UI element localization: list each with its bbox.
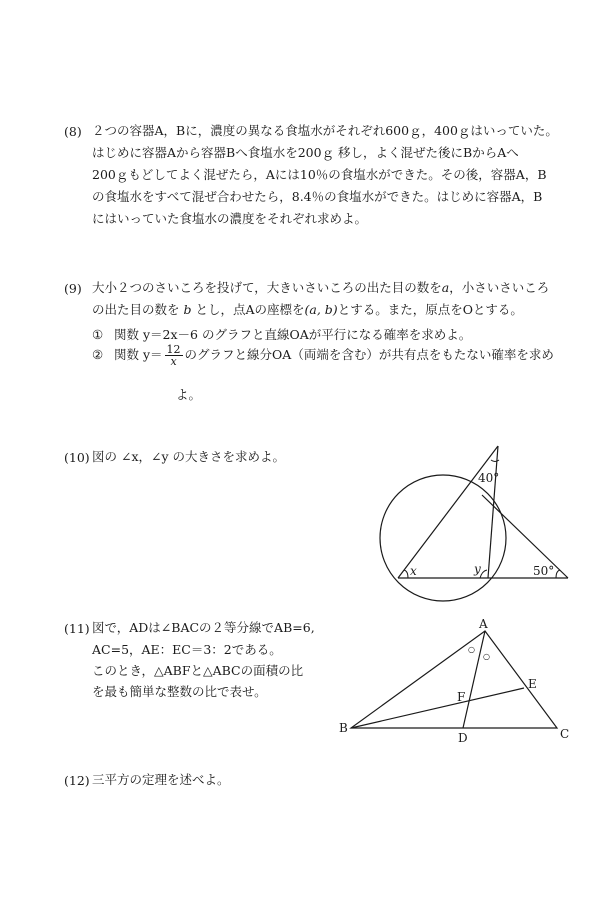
subquestion-text: 関数 y＝ xyxy=(114,347,163,362)
label-d: D xyxy=(458,731,468,745)
angle-arc-top xyxy=(491,460,499,462)
subquestion-text: 関数 y＝2x－6 のグラフと直線OAが平行になる確率を求めよ。 xyxy=(114,327,472,342)
variable-b: b xyxy=(183,302,192,317)
angle-label-right: 50° xyxy=(533,564,555,578)
subquestion-1 xyxy=(92,325,471,343)
figure-circle-triangle xyxy=(370,440,580,605)
label-c: C xyxy=(560,727,570,741)
triangle-abc xyxy=(351,631,557,728)
problem-text-line: はじめに容器Aから容器Bへ食塩水を200ｇ 移し，よく混ぜた後にBからAへ xyxy=(92,145,519,160)
coordinate: (a, b) xyxy=(304,302,338,317)
angle-arc-x xyxy=(404,570,408,578)
fraction-denominator: x xyxy=(170,355,177,368)
figure-line-through-y xyxy=(488,446,498,578)
problem-text-line: 三平方の定理を述べよ。 xyxy=(92,772,230,787)
problem-number: (11) xyxy=(64,621,90,636)
figure-line-right-side xyxy=(482,495,568,578)
subquestion-marker: ② xyxy=(92,347,104,362)
problem-text-line: 図の ∠x，∠y の大きさを求めよ。 xyxy=(92,449,286,464)
subquestion-2-continued: よ。 xyxy=(176,387,202,402)
problem-8 xyxy=(64,124,584,234)
problem-9 xyxy=(64,281,584,401)
angle-label-x: x xyxy=(410,564,417,578)
text: ，小さいさいころ xyxy=(449,280,550,295)
figure-circle xyxy=(380,475,506,601)
label-f: F xyxy=(457,690,466,704)
problem-text-line: を最も簡単な整数の比で表せ。 xyxy=(92,684,267,699)
text: とする。また，原点をOとする。 xyxy=(337,302,523,317)
fraction xyxy=(165,344,183,367)
problem-text-line: ２つの容器A，Bに，濃度の異なる食塩水がそれぞれ600ｇ，400ｇはいっていた。 xyxy=(92,123,558,138)
problem-number: (10) xyxy=(64,450,90,465)
variable-a: a xyxy=(441,280,450,295)
problem-number: (9) xyxy=(64,281,82,296)
problem-text-line: にはいっていた食塩水の濃度をそれぞれ求めよ。 xyxy=(92,211,368,226)
fraction-numerator: 12 xyxy=(166,343,181,356)
angle-label-top: 40° xyxy=(478,471,500,485)
text: とし，点Aの座標を xyxy=(195,302,305,317)
label-b: B xyxy=(339,721,348,735)
problem-number: (12) xyxy=(64,773,90,788)
label-e: E xyxy=(528,677,537,691)
figure-triangle-abc xyxy=(335,615,580,750)
subquestion-marker: ① xyxy=(92,327,104,342)
angle-mark-right: ○ xyxy=(483,652,490,661)
problem-text-line: 図で，ADは∠BACの２等分線でAB=6, xyxy=(92,620,315,635)
label-a: A xyxy=(479,617,488,631)
text: 大小２つのさいころを投げて，大きいさいころの出た目の数を xyxy=(92,280,442,295)
text: の出た目の数を xyxy=(92,302,180,317)
problem-text-line xyxy=(92,281,549,295)
problem-number: (8) xyxy=(64,124,82,139)
problem-text-line: の食塩水をすべて混ぜ合わせたら，8.4％の食塩水ができた。はじめに容器A，B xyxy=(92,189,543,204)
problem-text-line xyxy=(92,303,523,317)
angle-mark-left: ○ xyxy=(468,645,475,654)
angle-arc-y xyxy=(480,570,487,578)
problem-text-line: AC=5，AE：EC＝3：2である。 xyxy=(92,642,282,657)
figure-line-left-side xyxy=(398,446,498,578)
angle-arc-right xyxy=(556,570,560,578)
segment-be xyxy=(351,688,524,728)
subquestion-text: のグラフと線分OA（両端を含む）が共有点をもたない確率を求め xyxy=(184,347,554,362)
angle-label-y: y xyxy=(474,562,481,576)
problem-text-line: 200ｇもどしてよく混ぜたら，Aには10％の食塩水ができた。その後，容器A，B xyxy=(92,167,547,182)
problem-12 xyxy=(64,773,584,793)
problem-text-line: このとき，△ABFと△ABCの面積の比 xyxy=(92,663,304,678)
subquestion-2 xyxy=(92,344,554,367)
